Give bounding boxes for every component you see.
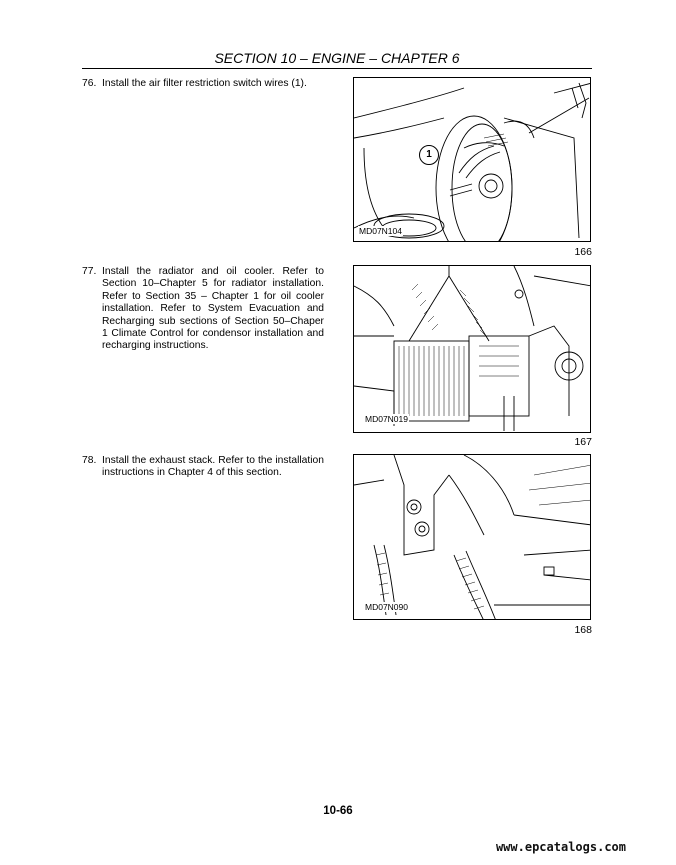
callout-1: 1 xyxy=(419,145,439,165)
page-header: SECTION 10 – ENGINE – CHAPTER 6 xyxy=(214,50,460,66)
figure-168 xyxy=(353,454,591,620)
step-76 xyxy=(82,78,324,90)
step-77 xyxy=(82,266,324,353)
figure-166 xyxy=(353,77,591,242)
figure-code: MD07N104 xyxy=(359,226,402,236)
exhaust-stack-illustration xyxy=(354,455,591,620)
figure-code: MD07N090 xyxy=(365,602,408,612)
figure-number: 166 xyxy=(574,246,592,258)
radiator-illustration xyxy=(354,266,591,433)
watermark: www.epcatalogs.com xyxy=(495,840,626,854)
header-rule xyxy=(82,68,592,69)
step-text: Install the air filter restriction switch wires (1). xyxy=(102,78,307,89)
step-number: 77. xyxy=(82,266,97,277)
step-78 xyxy=(82,455,324,480)
step-number: 76. xyxy=(82,78,97,89)
page-number: 10-66 xyxy=(323,805,353,817)
step-number: 78. xyxy=(82,455,97,466)
figure-167 xyxy=(353,265,591,433)
figure-code: MD07N019 xyxy=(365,414,408,424)
air-filter-illustration xyxy=(354,78,591,242)
step-text: Install the exhaust stack. Refer to the installation instructions in Chapter 4 of this section. xyxy=(102,455,324,479)
figure-number: 168 xyxy=(574,624,592,636)
figure-number: 167 xyxy=(574,436,592,448)
step-text: Install the radiator and oil cooler. Refer to Section 10–Chapter 5 for radiator installation. Refer to Section 35 – Chapter 1 for oil cooler installation. Refer to System Evacuation and Recharging sub sections of Section 50–Chaper 1 Climate Control for condensor installation and recharging instructions. xyxy=(102,266,324,352)
